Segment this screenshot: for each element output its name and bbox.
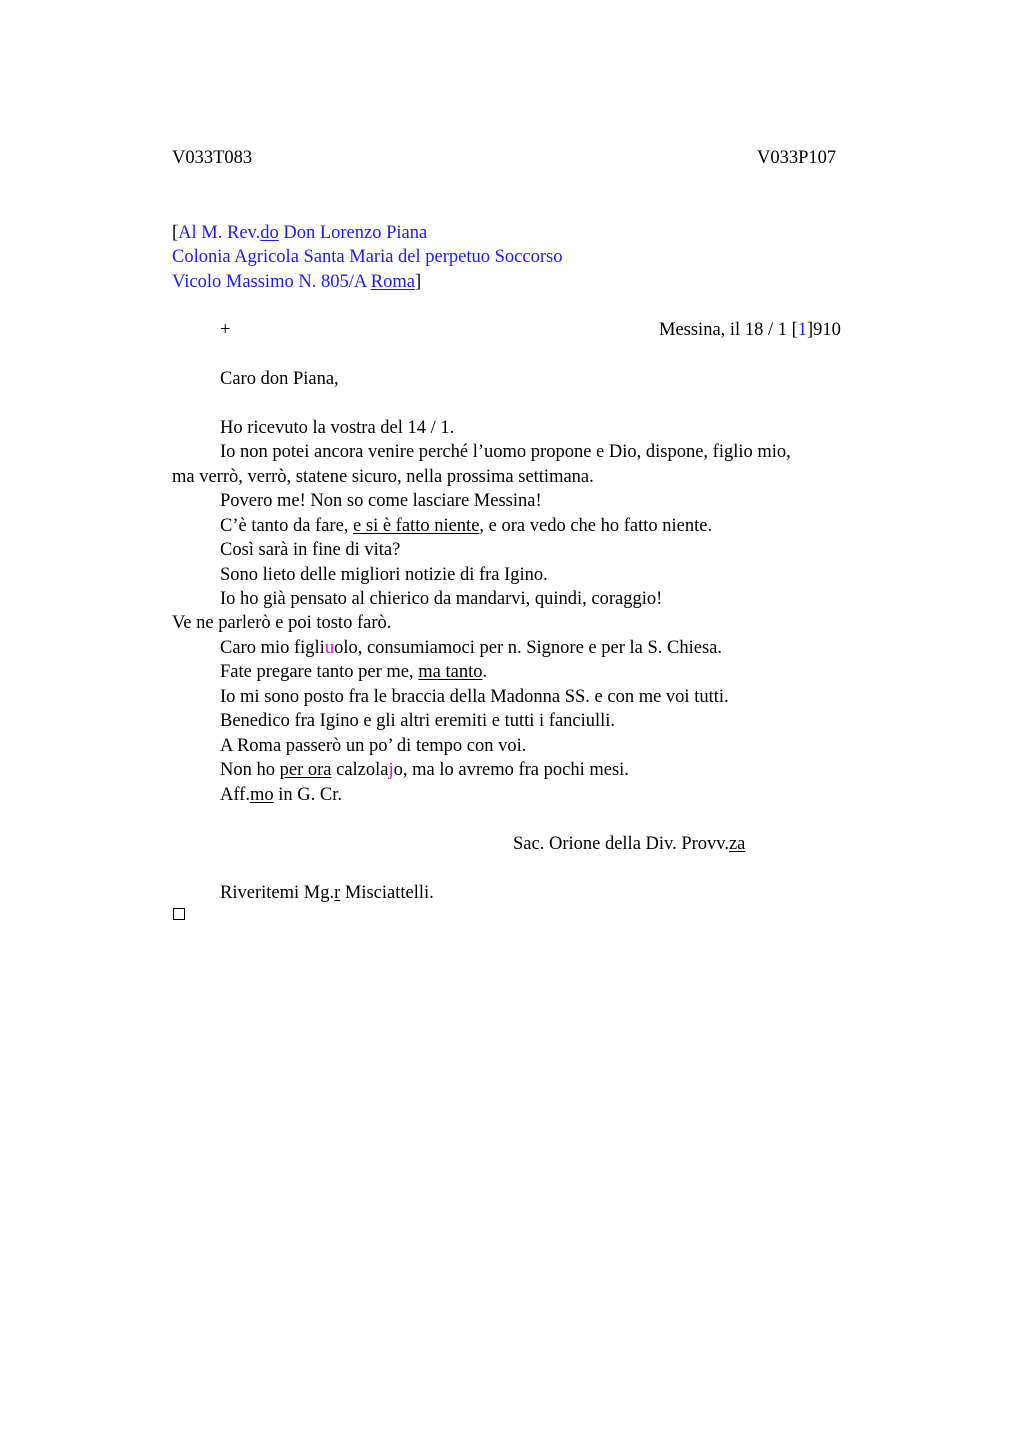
body-line-10 bbox=[220, 639, 722, 658]
document-code-right: V033P107 bbox=[757, 148, 837, 168]
address-close-bracket: ] bbox=[415, 272, 422, 292]
address-open-bracket: [ bbox=[172, 223, 179, 243]
dateline bbox=[659, 321, 841, 340]
body-line-4: Povero me! Non so come lasciare Messina! bbox=[220, 491, 542, 511]
document-code-left: V033T083 bbox=[172, 148, 253, 168]
body-line-12: Io mi sono posto fra le braccia della Madonna SS. e con me voi tutti. bbox=[220, 687, 729, 707]
date-year: ]910 bbox=[807, 320, 841, 340]
closing-text: in G. Cr. bbox=[273, 785, 342, 805]
body-line-5-end: , e ora vedo che ho fatto niente. bbox=[479, 516, 713, 536]
address-recipient-title: Al M. Rev. bbox=[178, 223, 261, 243]
editorial-mark: u bbox=[324, 638, 335, 658]
signature-abbrev-suffix: za bbox=[728, 834, 746, 854]
salutation: Caro don Piana, bbox=[220, 369, 339, 389]
address-recipient-name: Don Lorenzo Piana bbox=[278, 223, 428, 243]
body-line-9: Ve ne parlerò e poi tosto farò. bbox=[172, 613, 392, 633]
body-line-5 bbox=[220, 517, 712, 536]
closing-abbrev-suffix: mo bbox=[249, 785, 274, 805]
address-line-2: Colonia Agricola Santa Maria del perpetuo Soccorso bbox=[172, 247, 563, 267]
body-line-13: Benedico fra Igino e gli altri eremiti e tutti i fanciulli. bbox=[220, 711, 616, 731]
address-line-3 bbox=[172, 273, 421, 292]
body-line-6: Così sarà in fine di vita? bbox=[220, 540, 401, 560]
address-city: Roma bbox=[370, 272, 415, 292]
body-line-7: Sono lieto delle migliori notizie di fra Igino. bbox=[220, 565, 548, 585]
body-line-3: ma verrò, verrò, statene sicuro, nella prossima settimana. bbox=[172, 467, 594, 487]
underlined-phrase: ma tanto bbox=[418, 662, 483, 682]
body-line-2: Io non potei ancora venire perché l’uomo propone e Dio, dispone, figlio mio, bbox=[220, 442, 791, 462]
body-line-15-end: o, ma lo avremo fra pochi mesi. bbox=[393, 760, 629, 780]
address-street: Vicolo Massimo N. 805/A bbox=[172, 272, 371, 292]
underlined-phrase: e si è fatto niente bbox=[353, 516, 480, 536]
body-line-14: A Roma passerò un po’ di tempo con voi. bbox=[220, 736, 527, 756]
address-recipient-abbrev: do bbox=[260, 223, 279, 243]
cross-symbol: + bbox=[220, 320, 231, 340]
body-line-10-end: olo, consumiamoci per n. Signore e per la S. Chiesa. bbox=[334, 638, 722, 658]
date-inserted-digit: 1 bbox=[797, 320, 807, 340]
postscript bbox=[220, 884, 434, 903]
closing-line bbox=[220, 786, 342, 805]
editorial-mark: j bbox=[388, 760, 394, 780]
body-line-15-mid: calzola bbox=[331, 760, 389, 780]
signature-name: Sac. Orione della Div. Provv. bbox=[513, 834, 729, 854]
body-line-1: Ho ricevuto la vostra del 14 / 1. bbox=[220, 418, 455, 438]
closing-abbrev: Aff. bbox=[220, 785, 250, 805]
body-line-8: Io ho già pensato al chierico da mandarvi, quindi, coraggio! bbox=[220, 589, 663, 609]
date-text: Messina, il 18 / 1 [ bbox=[659, 320, 798, 340]
body-line-10-start: Caro mio figli bbox=[220, 638, 325, 658]
end-box-icon bbox=[173, 908, 185, 920]
address-line-1 bbox=[172, 224, 427, 243]
postscript-end: Misciattelli. bbox=[340, 883, 434, 903]
postscript-abbrev-suffix: r bbox=[334, 883, 341, 903]
body-line-11-start: Fate pregare tanto per me, bbox=[220, 662, 419, 682]
body-line-15 bbox=[220, 761, 629, 780]
body-line-15-start: Non ho bbox=[220, 760, 280, 780]
body-line-5-start: C’è tanto da fare, bbox=[220, 516, 354, 536]
underlined-phrase: per ora bbox=[279, 760, 332, 780]
body-line-11-end: . bbox=[482, 662, 488, 682]
body-line-11 bbox=[220, 663, 487, 682]
signature bbox=[513, 835, 745, 854]
postscript-start: Riveritemi Mg. bbox=[220, 883, 335, 903]
